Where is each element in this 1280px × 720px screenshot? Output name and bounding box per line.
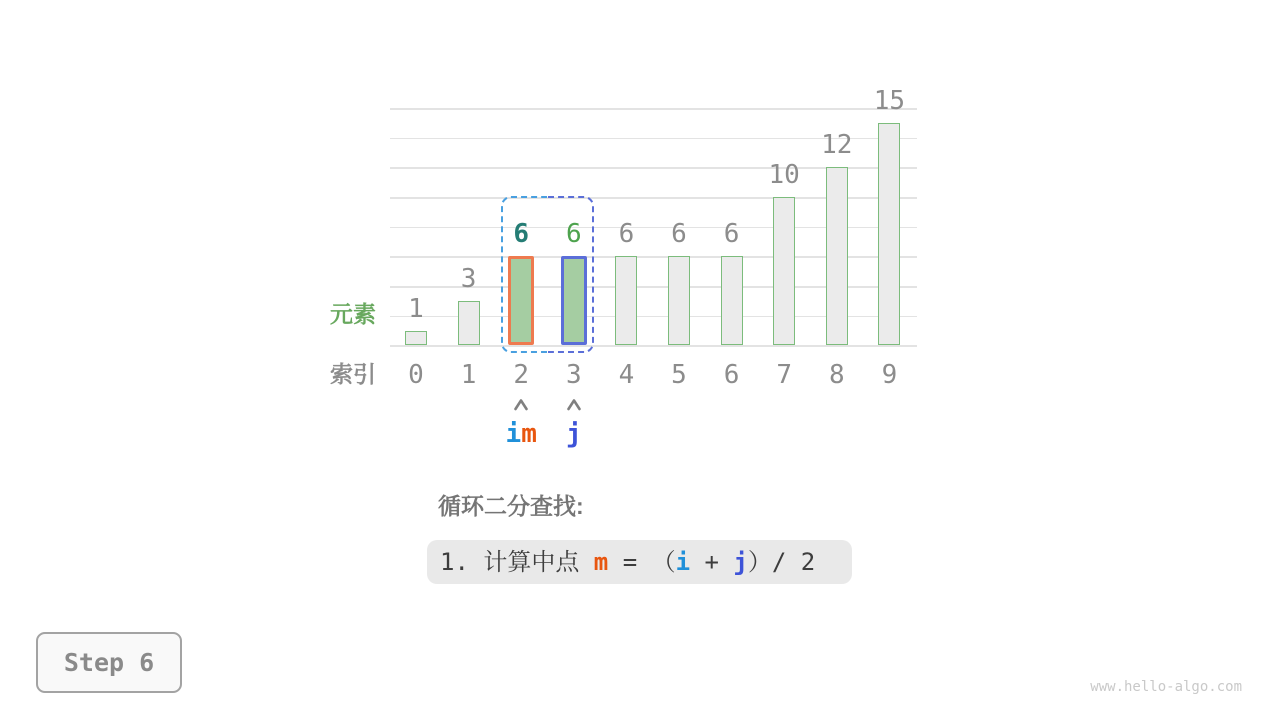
bar xyxy=(826,167,848,345)
index-label: 8 xyxy=(828,360,845,390)
bar-value-label: 3 xyxy=(460,263,477,294)
bar-value-label: 15 xyxy=(873,85,906,116)
bar xyxy=(773,197,795,345)
gridline xyxy=(390,108,917,110)
bar-value-label: 10 xyxy=(768,160,800,190)
bar xyxy=(721,256,743,345)
index-label: 9 xyxy=(881,360,898,390)
bar-value-label: 6 xyxy=(671,219,687,250)
bar-value-label: 1 xyxy=(408,293,424,324)
bar-value-label: 6 xyxy=(723,219,740,250)
formula-box xyxy=(427,540,852,584)
step-label: Step 6 xyxy=(63,648,155,677)
caret-up-icon xyxy=(512,397,530,412)
bar xyxy=(458,301,480,346)
index-label: 7 xyxy=(776,360,793,390)
selection-range-right xyxy=(548,196,594,353)
pointer-char: j xyxy=(565,419,582,449)
bar-value-label: 6 xyxy=(618,219,635,250)
pointer-char: m xyxy=(521,419,537,449)
formula-part: i xyxy=(675,548,691,576)
index-label: 2 xyxy=(513,360,530,390)
formula-part: m xyxy=(593,548,609,576)
bar xyxy=(668,256,690,345)
caption-title: 循环二分查找: xyxy=(438,493,584,519)
pointer-char: i xyxy=(505,419,522,449)
bar-value-label: 6 xyxy=(513,219,530,250)
formula-part: ）/ 2 xyxy=(747,548,816,576)
index-label: 5 xyxy=(671,360,687,390)
bar-value-label: 12 xyxy=(821,130,853,161)
formula-part: 1. 计算中点 xyxy=(440,548,594,576)
formula-part: j xyxy=(733,548,748,576)
bar-value-label: 6 xyxy=(565,219,582,250)
bar xyxy=(878,123,900,345)
step-badge xyxy=(36,632,182,693)
bar xyxy=(405,331,427,346)
selection-range-left xyxy=(501,196,547,353)
index-label: 1 xyxy=(460,360,477,390)
y-axis-label: 元素 xyxy=(330,301,376,327)
formula-part: = （ xyxy=(608,548,676,576)
formula-part: + xyxy=(690,548,734,576)
gridline xyxy=(390,345,917,347)
caret-up-icon xyxy=(565,397,583,412)
x-axis-label: 索引 xyxy=(330,361,376,387)
index-label: 0 xyxy=(408,360,424,390)
index-label: 3 xyxy=(565,360,582,390)
bar xyxy=(615,256,637,345)
watermark: www.hello-algo.com xyxy=(1090,679,1242,695)
pointer-label xyxy=(529,419,619,449)
index-label: 4 xyxy=(618,360,635,390)
index-label: 6 xyxy=(723,360,740,390)
